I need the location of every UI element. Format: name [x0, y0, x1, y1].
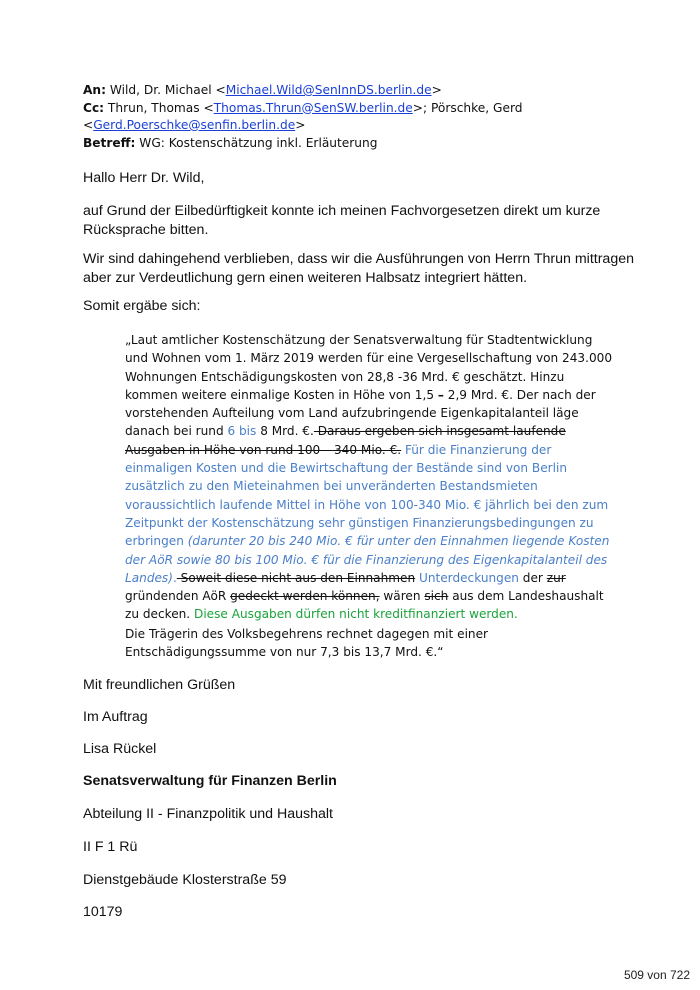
- quoted-text-2: Die Trägerin des Volksbegehrens rechnet dagegen mit einer Entschädigungssumme von nur 7,3 bis 13,7 Mrd. €.“: [125, 627, 489, 660]
- quote-deleted-3: zur: [546, 570, 566, 585]
- cc-mid: >; Pörschke, Gerd: [412, 100, 523, 115]
- to-name: Wild, Dr. Michael <: [109, 83, 226, 97]
- quoted-text: [125, 331, 615, 624]
- signature-department: Abteilung II - Finanzpolitik und Haushalt: [83, 806, 333, 822]
- signature-zip: 10179: [83, 904, 123, 920]
- cc-name-1: Thrun, Thomas <: [107, 100, 214, 115]
- to-line: [83, 82, 643, 100]
- cc-email-2-link[interactable]: Gerd.Poerschke@senfin.berlin.de: [93, 118, 296, 132]
- quote-insert-blue-italic: (darunter 20 bis 240 Mio. € für unter den Einnahmen liegende Kosten der AöR sowie 80 bis 100 Mio. € für die Finanzierung des Eigenkapitalanteil des Landes): [125, 534, 610, 585]
- quote-deleted-2: Soweit diese nicht aus den Einnahmen: [176, 570, 416, 585]
- subject-label: Betreff:: [83, 135, 136, 150]
- quote-deleted-1: Daraus ergeben sich insgesamt laufende Ausgaben in Höhe von rund 100 – 340 Mio. €.: [125, 424, 566, 457]
- to-close: >: [431, 83, 442, 97]
- quote-deleted-5: sich: [424, 589, 449, 604]
- to-label: An:: [83, 83, 106, 97]
- quote-insert-blue-3: .: [172, 570, 177, 585]
- quote-seg-12: der: [518, 570, 547, 585]
- cc-close-2: >: [295, 118, 306, 132]
- quote-seg-1: „Laut amtlicher Kostenschätzung der Senatsverwaltung für Stadtentwicklung und Wohnen vom 1. März 2019 werden für eine Vergesellschaftung von 243.000 Wohnungen Entschädigungskosten von 28,8 -36 Mrd. € geschätzt. Hinzu kommen weitere einmalige Kosten in Höhe von 1,5: [125, 333, 613, 402]
- greeting: Hallo Herr Dr. Wild,: [83, 170, 205, 186]
- closing-im-auftrag: Im Auftrag: [83, 709, 148, 725]
- quote-seg-16: wären: [379, 589, 425, 604]
- quote-seg-3: 2,9 Mrd. €. Der nach der vorstehenden Aufteilung vom Land aufzubringende Eigenkapitalanteil läge danach bei rund: [125, 387, 596, 439]
- quote-insert-green: Diese Ausgaben dürfen nicht kreditfinanziert werden.: [190, 607, 518, 622]
- quote-insert-blue-2: Für die Finanzierung der einmaligen Kosten und die Bewirtschaftung der Bestände sind von Berlin zusätzlich zu den Mieteinahmen bei unveränderten Bestandsmieten voraussichtlich laufende Mittel in Höhe von 100-340 Mio. € jährlich bei den zum Zeitpunkt der Kostenschätzung sehr günstigen Finanzierungsbedingungen zu erbringen: [125, 442, 609, 549]
- email-header: [83, 82, 643, 152]
- subject-line: [83, 135, 643, 153]
- quote-deleted-4: gedeckt werden können,: [230, 589, 380, 604]
- subject-text: WG: Kostenschätzung inkl. Erläuterung: [139, 135, 378, 150]
- cc-email-1-link[interactable]: Thomas.Thrun@SenSW.berlin.de: [213, 100, 413, 115]
- quote-seg-18: aus dem Landeshaushalt zu decken.: [125, 589, 604, 622]
- closing-regards: Mit freundlichen Grüßen: [83, 677, 236, 693]
- paragraph-1: auf Grund der Eilbedürftigkeit konnte ich meinen Fachvorgesetzen direkt um kurze Rücksprache bitten.: [83, 203, 601, 238]
- quote-insert-blue-4: Unterdeckungen: [415, 570, 519, 585]
- cc-open-2: <: [83, 118, 94, 132]
- signature-organization: Senatsverwaltung für Finanzen Berlin: [83, 773, 337, 789]
- page-number: 509 von 722: [623, 968, 690, 982]
- quote-seg-2: –: [437, 387, 444, 402]
- cc-line: [83, 100, 643, 118]
- signature-building: Dienstgebäude Klosterstraße 59: [83, 872, 287, 888]
- signature-reference: II F 1 Rü: [83, 839, 138, 855]
- cc-line-2: [83, 117, 643, 135]
- to-email-link[interactable]: Michael.Wild@SenInnDS.berlin.de: [225, 83, 432, 97]
- quote-seg-14: gründenden AöR: [125, 589, 231, 604]
- signature-name: Lisa Rückel: [83, 741, 157, 757]
- cc-label: Cc:: [83, 100, 105, 115]
- paragraph-3: Somit ergäbe sich:: [83, 298, 201, 314]
- paragraph-2: Wir sind dahingehend verblieben, dass wir die Ausführungen von Herrn Thrun mittragen aber zur Verdeutlichung gern einen weiteren Halbsatz integriert hätten.: [83, 251, 634, 286]
- quote-insert-blue-1: 6 bis: [227, 424, 257, 439]
- quote-seg-5: 8 Mrd. €.: [256, 424, 314, 439]
